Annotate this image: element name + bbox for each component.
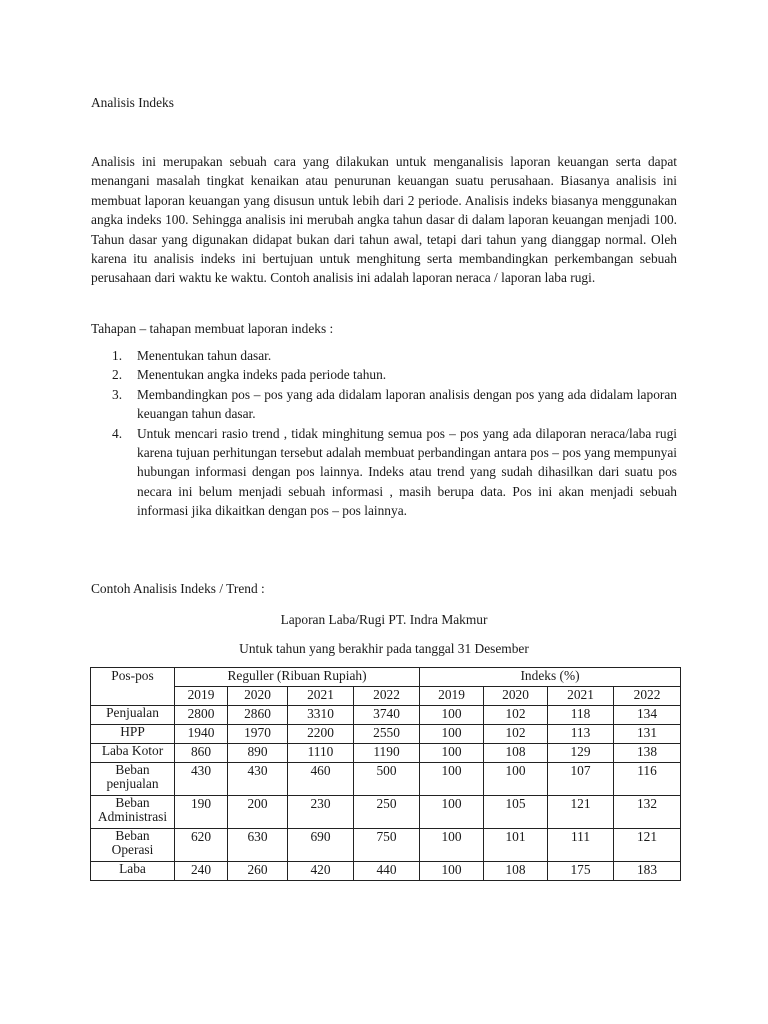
index-cell: 100 xyxy=(484,763,548,796)
regular-cell: 1970 xyxy=(228,725,288,744)
regular-cell: 2800 xyxy=(175,706,228,725)
step-number: 2. xyxy=(112,367,123,383)
row-label: Beban Operasi xyxy=(91,829,175,862)
intro-paragraph: Analisis ini merupakan sebuah cara yang dilakukan untuk menganalisis laporan keuangan serta dapat menangani masalah tingkat kenaikan atau penurunan keuangan suatu perusahaan. Biasanya analisis ini membuat laporan keuangan yang disusun untuk lebih dari 2 periode. Analisis indeks biasanya menggunakan angka indeks 100. Sehingga analisis ini merubah angka tahun dasar di dalam laporan keuangan menjadi 100. Tahun dasar yang digunakan didapat bukan dari tahun awal, tetapi dari tahun yang dianggap normal. Oleh karena itu analisis indeks ini bertujuan untuk menghitung serta membandingkan perkembangan sebuah perusahaan dari waktu ke waktu. Contoh analisis ini adalah laporan neraca / laporan laba rugi. xyxy=(91,154,677,286)
step-item xyxy=(91,424,677,521)
step-number: 3. xyxy=(112,386,123,402)
col-group-index: Indeks (%) xyxy=(420,668,681,687)
index-cell: 100 xyxy=(420,796,484,829)
table-year-row xyxy=(91,687,681,706)
regular-cell: 460 xyxy=(288,763,354,796)
regular-cell: 890 xyxy=(228,744,288,763)
regular-cell: 260 xyxy=(228,862,288,881)
regular-cell: 230 xyxy=(288,796,354,829)
regular-cell: 630 xyxy=(228,829,288,862)
index-cell: 105 xyxy=(484,796,548,829)
step-text: Menentukan angka indeks pada periode tahun. xyxy=(137,367,387,383)
index-cell: 131 xyxy=(614,725,681,744)
index-cell: 100 xyxy=(420,763,484,796)
year-header: 2020 xyxy=(484,687,548,706)
regular-cell: 1190 xyxy=(354,744,420,763)
regular-cell: 860 xyxy=(175,744,228,763)
index-table xyxy=(90,667,681,881)
regular-cell: 250 xyxy=(354,796,420,829)
index-cell: 107 xyxy=(548,763,614,796)
index-cell: 108 xyxy=(484,862,548,881)
index-cell: 175 xyxy=(548,862,614,881)
row-label: Beban Administrasi xyxy=(91,796,175,829)
regular-cell: 190 xyxy=(175,796,228,829)
step-item xyxy=(91,346,677,365)
row-label: Penjualan xyxy=(91,706,175,725)
regular-cell: 2860 xyxy=(228,706,288,725)
regular-cell: 2200 xyxy=(288,725,354,744)
report-subtitle: Untuk tahun yang berakhir pada tanggal 31 Desember xyxy=(239,641,529,656)
row-label: Laba Kotor xyxy=(91,744,175,763)
regular-cell: 3740 xyxy=(354,706,420,725)
row-label: HPP xyxy=(91,725,175,744)
step-text: Untuk mencari rasio trend , tidak minghitung semua pos – pos yang ada dilaporan neraca/laba rugi karena tujuan perhitungan tersebut adalah membuat perbandingan antara pos – pos yang mempunyai hubungan informasi dengan pos lainnya. Indeks atau trend yang sudah dihasilkan dari suatu pos necara ini belum menjadi sebuah informasi , masih berupa data. Pos ini akan menjadi sebuah informasi jika dikaitkan dengan pos – pos lainnya. xyxy=(137,425,677,519)
index-cell: 102 xyxy=(484,706,548,725)
step-number: 4. xyxy=(112,425,123,441)
year-header: 2021 xyxy=(288,687,354,706)
table-row xyxy=(91,763,681,796)
index-cell: 100 xyxy=(420,829,484,862)
year-header: 2022 xyxy=(354,687,420,706)
row-label: Laba xyxy=(91,862,175,881)
index-cell: 100 xyxy=(420,862,484,881)
index-cell: 116 xyxy=(614,763,681,796)
index-cell: 138 xyxy=(614,744,681,763)
index-cell: 100 xyxy=(420,725,484,744)
row-label: Beban penjualan xyxy=(91,763,175,796)
regular-cell: 500 xyxy=(354,763,420,796)
table-row xyxy=(91,744,681,763)
regular-cell: 2550 xyxy=(354,725,420,744)
regular-cell: 1940 xyxy=(175,725,228,744)
index-cell: 111 xyxy=(548,829,614,862)
index-cell: 121 xyxy=(614,829,681,862)
report-title: Laporan Laba/Rugi PT. Indra Makmur xyxy=(280,612,488,627)
index-cell: 102 xyxy=(484,725,548,744)
step-text: Menentukan tahun dasar. xyxy=(137,348,272,363)
col-header-pos: Pos-pos xyxy=(91,668,175,706)
steps-intro: Tahapan – tahapan membuat laporan indeks : xyxy=(91,321,334,336)
regular-cell: 1110 xyxy=(288,744,354,763)
steps-list xyxy=(91,346,677,521)
example-title: Contoh Analisis Indeks / Trend : xyxy=(91,581,265,596)
page-title: Analisis Indeks xyxy=(91,95,174,110)
table-row xyxy=(91,706,681,725)
index-cell: 100 xyxy=(420,706,484,725)
regular-cell: 430 xyxy=(175,763,228,796)
step-item xyxy=(91,385,677,424)
index-cell: 113 xyxy=(548,725,614,744)
index-cell: 118 xyxy=(548,706,614,725)
regular-cell: 690 xyxy=(288,829,354,862)
regular-cell: 430 xyxy=(228,763,288,796)
index-cell: 129 xyxy=(548,744,614,763)
regular-cell: 750 xyxy=(354,829,420,862)
year-header: 2019 xyxy=(175,687,228,706)
col-group-regular: Reguller (Ribuan Rupiah) xyxy=(175,668,420,687)
table-row xyxy=(91,829,681,862)
regular-cell: 240 xyxy=(175,862,228,881)
index-cell: 108 xyxy=(484,744,548,763)
regular-cell: 200 xyxy=(228,796,288,829)
regular-cell: 620 xyxy=(175,829,228,862)
year-header: 2020 xyxy=(228,687,288,706)
regular-cell: 3310 xyxy=(288,706,354,725)
index-cell: 132 xyxy=(614,796,681,829)
step-number: 1. xyxy=(112,348,123,363)
year-header: 2022 xyxy=(614,687,681,706)
index-cell: 183 xyxy=(614,862,681,881)
year-header: 2019 xyxy=(420,687,484,706)
step-text: Membandingkan pos – pos yang ada didalam laporan analisis dengan pos yang ada didalam laporan keuangan tahun dasar. xyxy=(137,386,677,422)
index-cell: 134 xyxy=(614,706,681,725)
table-row xyxy=(91,862,681,881)
regular-cell: 440 xyxy=(354,862,420,881)
step-item xyxy=(91,365,677,384)
index-cell: 101 xyxy=(484,829,548,862)
table-row xyxy=(91,796,681,829)
table-header-row xyxy=(91,668,681,687)
index-cell: 100 xyxy=(420,744,484,763)
index-cell: 121 xyxy=(548,796,614,829)
year-header: 2021 xyxy=(548,687,614,706)
table-row xyxy=(91,725,681,744)
regular-cell: 420 xyxy=(288,862,354,881)
